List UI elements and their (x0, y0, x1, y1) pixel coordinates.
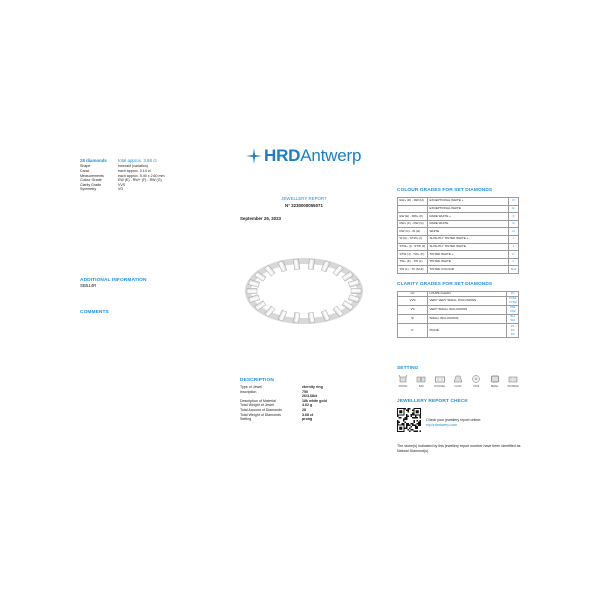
description-key: Type of Jewel (240, 385, 262, 389)
colour-code (398, 205, 428, 213)
report-number: N° 2230000055071 (285, 203, 323, 208)
colour-row (398, 198, 519, 206)
summary-key: Shape (80, 164, 91, 169)
clarity-letter: VS1 (509, 305, 516, 310)
clarity-letter: SI2 (510, 318, 515, 323)
colour-name: EXCEPTIONAL WHITE (428, 205, 509, 213)
setting-type (415, 374, 427, 388)
clarity-letters (507, 305, 519, 314)
summary-key: Measurements (80, 173, 104, 178)
diamond-stone (351, 288, 361, 293)
colour-code: STW (J) - TW+ (K) (398, 251, 428, 259)
check-link[interactable]: my.hrdantwerp.com (426, 422, 458, 427)
summary-value: each approx. 0.14 ct (118, 169, 151, 173)
clarity-letter: VVS2 (508, 299, 517, 304)
clarity-letter: SI1 (510, 314, 515, 319)
colour-name: RARE WHITE (428, 220, 509, 228)
clarity-row (398, 324, 519, 338)
summary-value: VVS (118, 182, 126, 187)
description-value: prong (302, 417, 313, 422)
clarity-letter: LC (510, 291, 515, 295)
setting-type (452, 374, 464, 388)
colour-name: TINTED WHITE (428, 258, 509, 266)
prong-setting-icon (398, 374, 408, 384)
logo-text: HRDAntwerp (264, 146, 362, 165)
description-key: Inscription (240, 389, 257, 394)
clarity-name: VERY VERY SMALL INCLUSIONS (428, 296, 507, 305)
colour-code: STW+ (I) - STW (J) (398, 243, 428, 251)
clarity-row (398, 305, 519, 314)
description-value: 4.62 g (302, 403, 313, 408)
clarity-grades-table (397, 291, 519, 338)
clarity-code: VS (398, 305, 428, 314)
colour-row (398, 220, 519, 228)
colour-letter: F (509, 213, 519, 221)
report-date: September 26, 2023 (240, 216, 282, 221)
clarity-letter: P1 (510, 324, 515, 329)
colour-letter: I (509, 235, 519, 243)
setting-types (397, 374, 519, 388)
clarity-code: VVS (398, 296, 428, 305)
clarity-letter: VVS1 (508, 296, 517, 301)
clarity-name: LOUPE CLEAN (428, 292, 507, 297)
clarity-letter: P2 (510, 327, 515, 332)
setting-label: INVISIBLE (507, 385, 519, 388)
colour-code: W (H) - STW+ (I) (398, 235, 428, 243)
summary-value: emerald (variation) (118, 164, 148, 169)
star-icon (246, 148, 262, 164)
clarity-row (398, 315, 519, 324)
colour-letter: E (509, 205, 519, 213)
colour-code: EW+ (D) - RW (H) (398, 198, 428, 206)
clarity-name: SMALL INCLUSIONS (428, 315, 507, 324)
additional-information (80, 278, 147, 288)
summary-key: Carat (80, 169, 89, 173)
clarity-code: P (398, 324, 428, 338)
summary-row (80, 187, 200, 192)
colour-row (398, 235, 519, 243)
clarity-name: PIQUÉ (428, 324, 507, 338)
clarity-letters (507, 296, 519, 305)
invisible-setting-icon (508, 374, 518, 384)
diamond-total: total approx. 3.68 ct (118, 158, 157, 163)
colour-letter: K (509, 251, 519, 259)
ring-image (244, 256, 364, 326)
colour-letter: M-Z (509, 266, 519, 274)
clarity-row (398, 296, 519, 305)
summary-key: Symmetry (80, 187, 97, 192)
description-key: Total Weight of Jewel (240, 403, 274, 408)
additional-heading: ADDITIONAL INFORMATION (80, 278, 147, 283)
description-row (240, 417, 370, 422)
clarity-name: VERY SMALL INCLUSIONS (428, 305, 507, 314)
colour-name: SLIGHTLY TINTED WHITE (428, 243, 509, 251)
colour-letter: H (509, 228, 519, 236)
colour-letter: D (509, 198, 519, 206)
colour-row (398, 205, 519, 213)
clarity-code: LC (398, 292, 428, 297)
clarity-letters (507, 324, 519, 338)
bar-setting-icon (416, 374, 426, 384)
setting-type (489, 374, 501, 388)
setting-label: BAR (418, 385, 424, 388)
qr-code-icon (397, 408, 421, 432)
setting-type (507, 374, 519, 388)
colour-name: TINTED COLOUR (428, 266, 509, 274)
colour-name: WHITE (428, 228, 509, 236)
description-value: 750 (302, 389, 308, 394)
colour-row (398, 213, 519, 221)
summary-key: Colour Grade (80, 178, 102, 183)
additional-value: SB514R (80, 283, 97, 288)
description-value: 18k white gold (302, 398, 327, 403)
clarity-grades-heading: CLARITY GRADES FOR SET DIAMONDS (397, 282, 493, 287)
setting-type (470, 374, 482, 388)
hrd-logo (246, 146, 361, 166)
summary-value: EW (E) - RW+ (F) - RW (G) (118, 178, 162, 183)
channel-setting-icon (435, 374, 445, 384)
colour-name: TINTED WHITE + (428, 251, 509, 259)
setting-label: PAVÉ (473, 385, 480, 388)
setting-label: FLOW (454, 385, 462, 388)
setting-type (397, 374, 409, 388)
setting-heading: SETTING (397, 366, 419, 371)
description-key: Total Amount of Diamonds (240, 407, 282, 412)
colour-letter: G (509, 220, 519, 228)
colour-letter: J (509, 243, 519, 251)
colour-grades-heading: COLOUR GRADES FOR SET DIAMONDS (397, 188, 493, 193)
setting-label: CHANNEL (433, 385, 446, 388)
setting-type (434, 374, 446, 388)
flow-setting-icon (453, 374, 463, 384)
description-value: eternity ring (302, 385, 323, 389)
diamond-stone (247, 288, 257, 293)
clarity-letter: P3 (510, 331, 515, 336)
pave-setting-icon (471, 374, 481, 384)
summary-key: Clarity Grade (80, 182, 102, 187)
summary-value: each approx. 5.40 x 2.60 mm (118, 173, 165, 178)
setting-label: PRONG (398, 385, 408, 388)
colour-letter: L (509, 258, 519, 266)
report-title: JEWELLERY REPORT (281, 196, 327, 201)
report-check-heading: JEWELLERY REPORT CHECK (397, 399, 468, 404)
comments-section (80, 310, 109, 315)
description-value: 26/3.68ct (302, 394, 318, 399)
comments-heading: COMMENTS (80, 310, 109, 315)
description-value: 3.68 ct (302, 412, 314, 417)
natural-diamond-footnote: The stone(s) indicated by this jewellery report number have been identified as Natural Diamond(s). (397, 444, 521, 453)
colour-code: RW+ (F) - RW (G) (398, 220, 428, 228)
clarity-code: SI (398, 315, 428, 324)
check-line-1: Check your jewellery report online: (426, 418, 482, 422)
clarity-letter: VS2 (509, 309, 516, 314)
colour-row (398, 228, 519, 236)
colour-code: TW (L) - TC (M-Z) (398, 266, 428, 274)
colour-code: RW (G) - W (H) (398, 228, 428, 236)
description-key: Description of Material (240, 398, 276, 403)
description-value: 28 (302, 407, 306, 412)
colour-row (398, 266, 519, 274)
description-heading: DESCRIPTION (240, 378, 274, 383)
colour-grades-table (397, 197, 519, 274)
colour-row (398, 243, 519, 251)
description-section (240, 378, 370, 422)
clarity-letters (507, 315, 519, 324)
summary-value: VG (118, 187, 124, 192)
colour-name: SLIGHTLY TINTED WHITE + (428, 235, 509, 243)
colour-code: TW+ (K) - TW (L) (398, 258, 428, 266)
diamond-count: 28 diamonds (80, 158, 107, 163)
report-check-text (426, 418, 521, 427)
description-key: Total Weight of Diamonds (240, 412, 281, 417)
description-key: Setting (240, 417, 252, 422)
bezel-setting-icon (490, 374, 500, 384)
colour-row (398, 258, 519, 266)
colour-row (398, 251, 519, 259)
colour-name: RARE WHITE + (428, 213, 509, 221)
colour-code: EW (E) - RW+ (F) (398, 213, 428, 221)
setting-label: BEZEL (490, 385, 499, 388)
diamond-summary (80, 158, 200, 192)
colour-name: EXCEPTIONAL WHITE + (428, 198, 509, 206)
